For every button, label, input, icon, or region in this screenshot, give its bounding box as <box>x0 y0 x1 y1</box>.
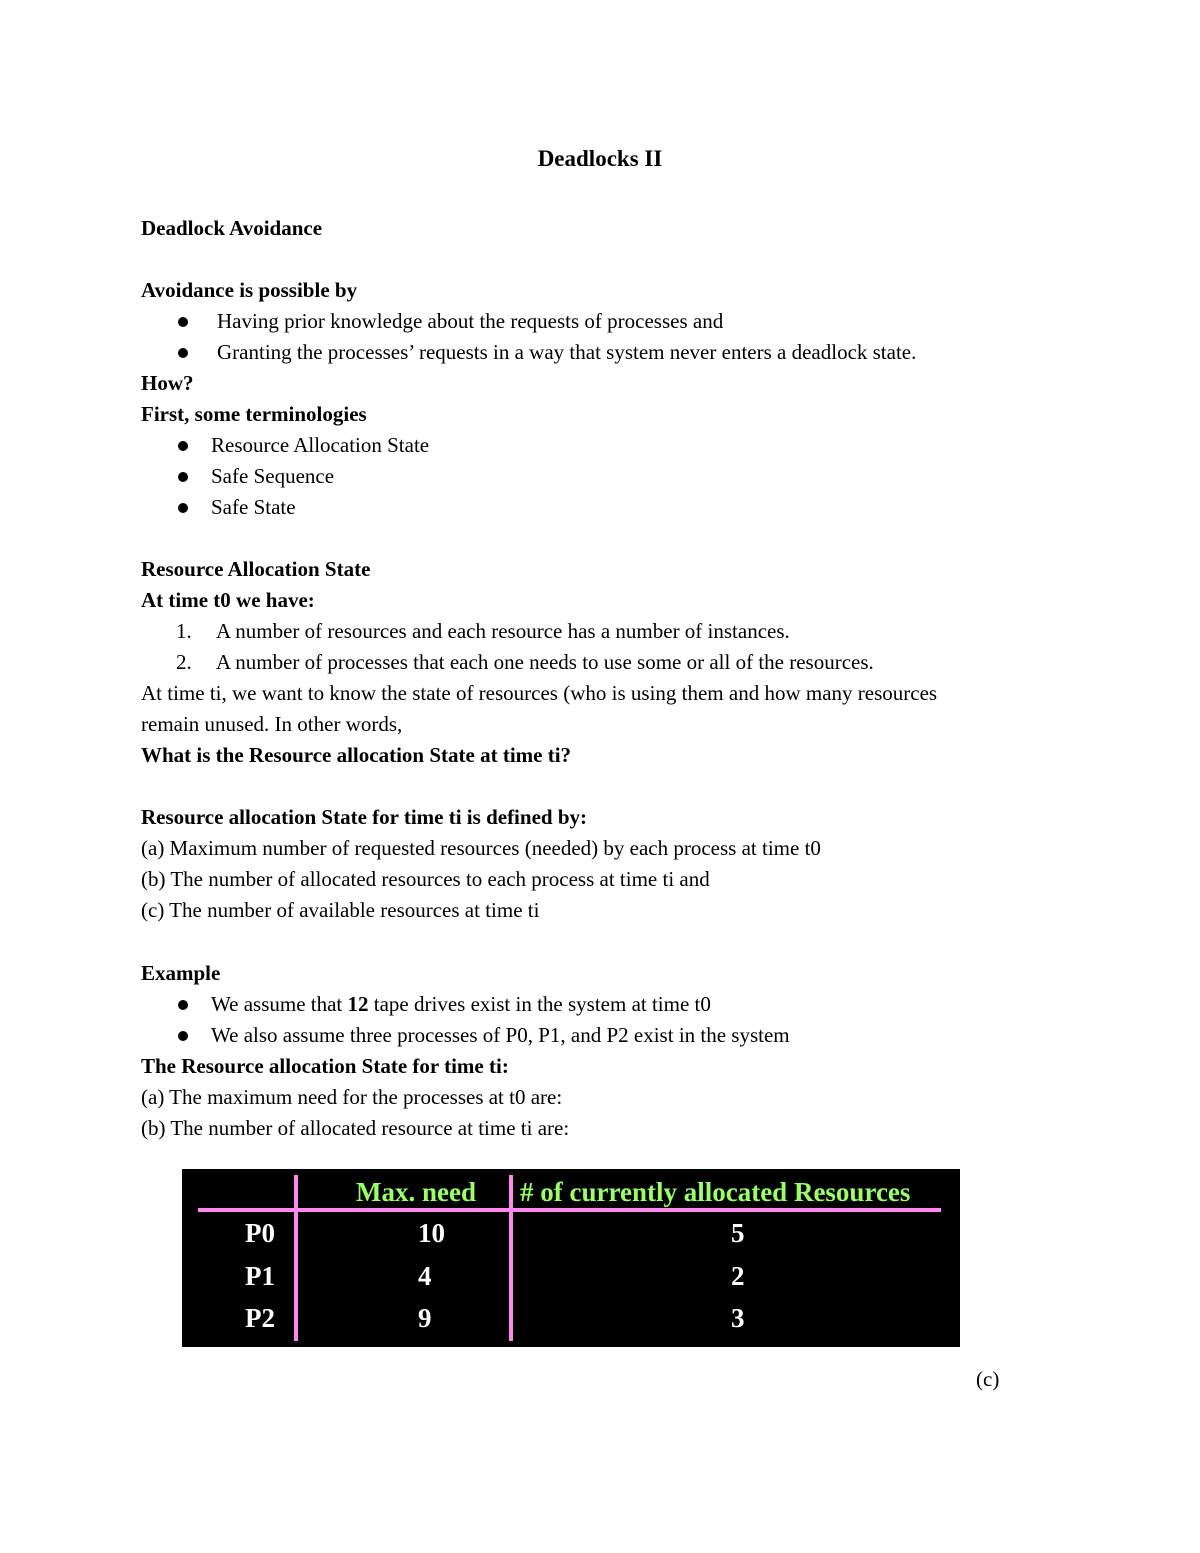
bullet-icon <box>178 317 188 327</box>
list-item: Having prior knowledge about the requests of processes and <box>217 309 724 333</box>
table-header-allocated: # of currently allocated Resources <box>520 1177 911 1207</box>
how-heading: How? <box>141 371 194 395</box>
terminologies-heading: First, some terminologies <box>141 402 367 426</box>
table-row-label: P0 <box>245 1218 275 1248</box>
list-item: Resource Allocation State <box>211 433 430 457</box>
table-divider <box>509 1175 513 1341</box>
definition-item: (c) The number of available resources at time ti <box>141 898 540 922</box>
bullet-icon <box>178 348 188 358</box>
table-header-max-need: Max. need <box>356 1177 476 1207</box>
page-title: Deadlocks II <box>537 146 663 171</box>
possible-by-heading: Avoidance is possible by <box>141 278 358 302</box>
list-item: We also assume three processes of P0, P1, and P2 exist in the system <box>211 1023 790 1047</box>
bold-number: 12 <box>347 992 369 1016</box>
bullet-icon <box>178 472 188 482</box>
paragraph-line: At time ti, we want to know the state of resources (who is using them and how many resources <box>141 681 938 705</box>
allocation-table <box>182 1169 960 1347</box>
example-line: (a) The maximum need for the processes at t0 are: <box>141 1085 563 1109</box>
list-item: A number of processes that each one needs to use some or all of the resources. <box>216 650 874 674</box>
table-cell: 3 <box>731 1303 745 1333</box>
bullet-icon <box>178 1000 188 1010</box>
list-item: A number of resources and each resource has a number of instances. <box>216 619 790 643</box>
table-cell: 4 <box>418 1261 432 1291</box>
table-divider <box>294 1175 298 1341</box>
at-time-heading: At time t0 we have: <box>141 588 315 612</box>
footer-label: (c) <box>976 1367 1000 1391</box>
text-run: We assume that <box>211 992 348 1016</box>
definition-item: (a) Maximum number of requested resources (needed) by each process at time t0 <box>141 836 821 860</box>
bullet-icon <box>178 441 188 451</box>
list-item: Safe State <box>211 495 296 519</box>
list-item: Safe Sequence <box>211 464 335 488</box>
table-cell: 9 <box>418 1303 432 1333</box>
list-item <box>211 989 711 1020</box>
paragraph-line: remain unused. In other words, <box>141 712 403 736</box>
defined-by-heading: Resource allocation State for time ti is defined by: <box>141 805 587 829</box>
table-row-label: P2 <box>245 1303 275 1333</box>
bullet-icon <box>178 1031 188 1041</box>
section-heading-avoidance: Deadlock Avoidance <box>141 216 323 240</box>
bullet-icon <box>178 503 188 513</box>
list-item: Granting the processes’ requests in a way that system never enters a deadlock state. <box>217 340 917 364</box>
section-heading-example: Example <box>141 961 221 985</box>
section-heading-ras: Resource Allocation State <box>141 557 371 581</box>
list-number: 1. <box>176 619 192 643</box>
table-cell: 10 <box>418 1218 445 1248</box>
example-line: (b) The number of allocated resource at time ti are: <box>141 1116 570 1140</box>
state-heading: The Resource allocation State for time ti: <box>141 1054 509 1078</box>
table-cell: 5 <box>731 1218 745 1248</box>
definition-item: (b) The number of allocated resources to each process at time ti and <box>141 867 710 891</box>
question-heading: What is the Resource allocation State at time ti? <box>141 743 572 767</box>
table-cell: 2 <box>731 1261 745 1291</box>
table-row-label: P1 <box>245 1261 275 1291</box>
list-number: 2. <box>176 650 192 674</box>
text-run: tape drives exist in the system at time t0 <box>368 992 711 1016</box>
